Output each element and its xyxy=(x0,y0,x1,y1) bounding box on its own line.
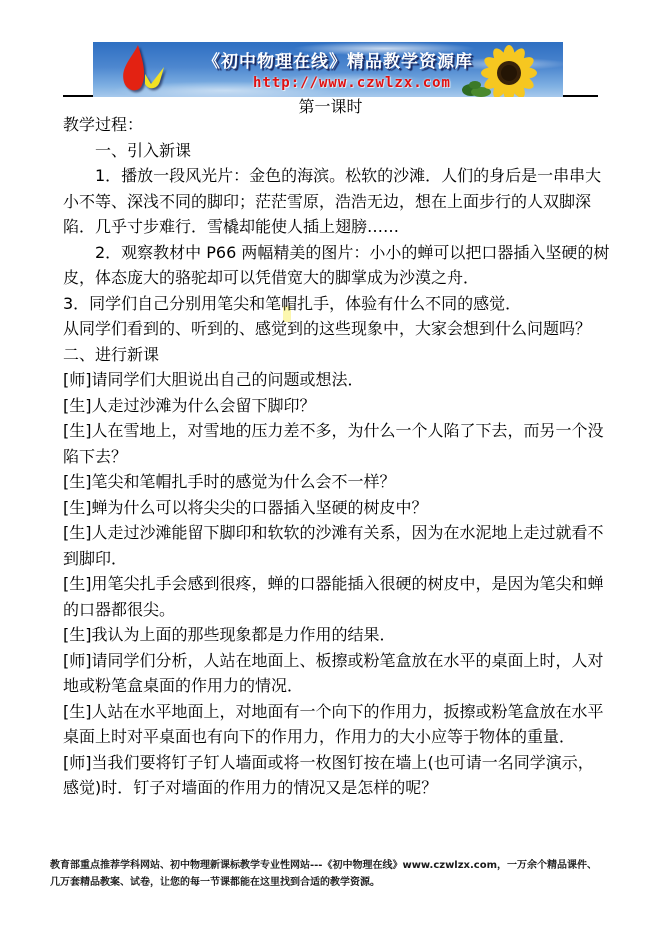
text-line: 陷下去？ xyxy=(63,446,128,466)
banner-url-link[interactable]: http://www.czwlzx.com xyxy=(252,75,451,91)
text-line: 桌面上时对平桌面也有向下的作用力，作用力的大小应等于物体的重量． xyxy=(63,727,576,746)
text-line: 陷．几乎寸步难行．雪橇却能使人插上翅膀…… xyxy=(63,217,400,236)
text-line: [生]用笔尖扎手会感到很疼，蝉的口器能插入很硬的树皮中，是因为笔尖和蝉 xyxy=(63,574,604,593)
text-line: 的口器都很尖。 xyxy=(63,599,176,619)
text-line: 地或粉笔盒桌面的作用力的情况． xyxy=(63,676,304,695)
text-line: [师]请同学们分析，人站在地面上、板擦或粉笔盒放在水平的桌面上时，人对 xyxy=(63,650,604,670)
page-footer xyxy=(50,857,630,891)
text-line: [生]我认为上面的那些现象都是力作用的结果． xyxy=(63,625,396,644)
text-line: 感觉)时．钉子对墙面的作用力的情况又是怎样的呢？ xyxy=(63,778,438,797)
text-line: [生]笔尖和笔帽扎手时的感觉为什么会不一样？ xyxy=(63,472,396,491)
text-line: [师]请同学们大胆说出自己的问题或想法． xyxy=(63,370,364,389)
text-line: 2．观察教材中 P66 两幅精美的图片：小小的蝉可以把口器插入坚硬的树 xyxy=(95,242,610,262)
page-title: 第一课时 xyxy=(298,97,363,116)
footer-line-1: 教育部重点推荐学科网站、初中物理新课标教学专业性网站---《初中物理在线》www.czwlzx.com，一万余个精品课件、 xyxy=(50,860,598,871)
text-line: [生]人走过沙滩为什么会留下脚印？ xyxy=(63,395,316,415)
text-line: 二、进行新课 xyxy=(63,344,160,364)
sunflower-icon xyxy=(480,44,538,97)
text-line: 1．播放一段风光片：金色的海滨。松软的沙滩．人们的身后是一串串大 xyxy=(95,166,602,185)
text-line: 到脚印． xyxy=(63,548,128,568)
footer-line-2: 几万套精品教案、试卷，让您的每一节课都能在这里找到合适的教学资源。 xyxy=(50,877,380,888)
text-line: 小不等、深浅不同的脚印；茫茫雪原，浩浩无边，想在上面步行的人双脚深 xyxy=(63,191,592,211)
text-line: 皮，体态庞大的骆驼却可以凭借宽大的脚掌成为沙漠之舟． xyxy=(63,268,480,287)
text-line: [生]蝉为什么可以将尖尖的口器插入坚硬的树皮中？ xyxy=(63,497,428,517)
text-line: [师]当我们要将钉子钉人墙面或将一枚图钉按在墙上(也可请一名同学演示， xyxy=(63,752,594,772)
site-banner xyxy=(93,42,563,97)
banner-title: 《初中物理在线》精品教学资源库 xyxy=(203,52,473,72)
text-line: 从同学们看到的、听到的、感觉到的这些现象中，大家会想到什么问题吗？ xyxy=(63,319,592,338)
document-body xyxy=(63,112,610,801)
text-line: [生]人在雪地上，对雪地的压力差不多，为什么一个人陷了下去，而另一个没 xyxy=(63,421,604,440)
site-logo-icon xyxy=(111,44,173,96)
text-line: 3．同学们自己分别用笔尖和笔帽扎手，体验有什么不同的感觉． xyxy=(63,293,522,313)
text-line: [生]人站在水平地面上，对地面有一个向下的作用力，扳擦或粉笔盒放在水平 xyxy=(63,701,604,721)
text-line: 一、引入新课 xyxy=(95,140,192,160)
banner-text-block xyxy=(188,47,488,91)
text-line: 教学过程： xyxy=(63,115,144,134)
text-line: [生]人走过沙滩能留下脚印和软软的沙滩有关系，因为在水泥地上走过就看不 xyxy=(63,523,604,542)
